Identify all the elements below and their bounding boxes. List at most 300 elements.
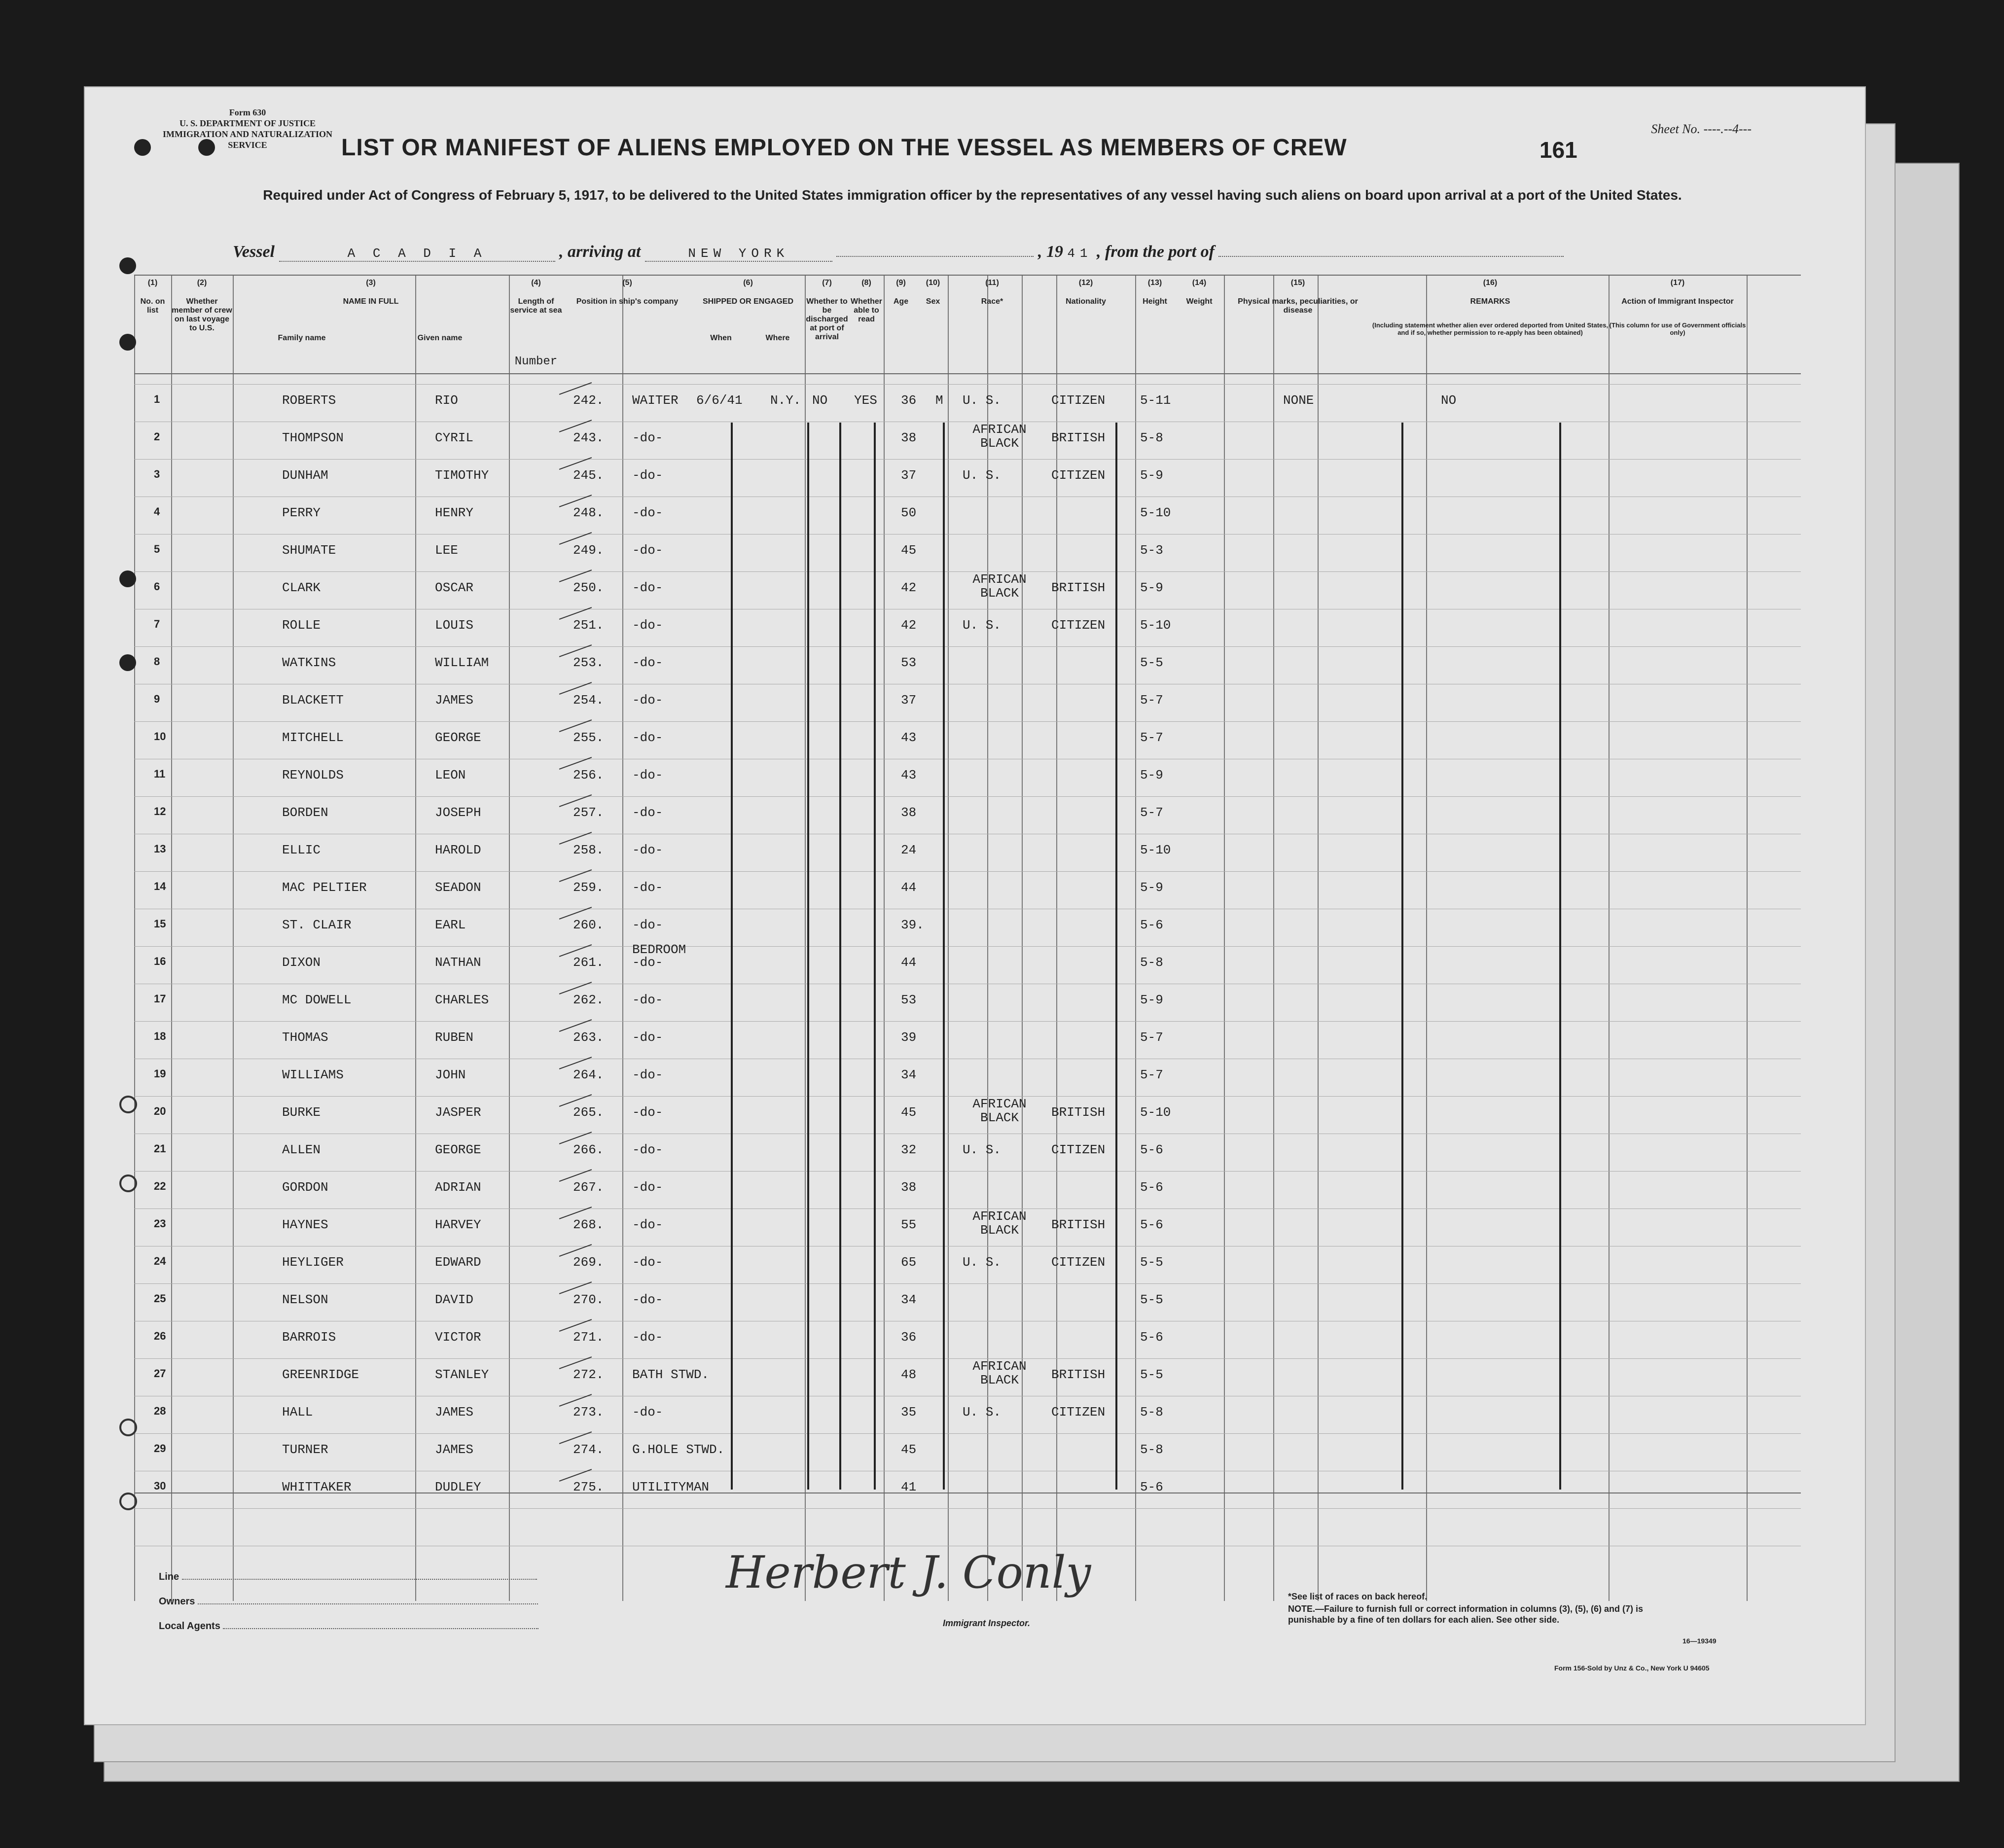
cell-no: 1	[154, 393, 160, 405]
cell-position: BEDROOM -do-	[632, 942, 686, 970]
owners-label: Owners	[159, 1596, 195, 1607]
cell-family: ALLEN	[282, 1142, 321, 1157]
cell-given: HAROLD	[435, 843, 481, 857]
cell-age: 53	[901, 993, 917, 1007]
punch-hole	[119, 654, 136, 671]
cell-age: 42	[901, 580, 917, 595]
cell-family: REYNOLDS	[282, 768, 344, 782]
cell-age: 36	[901, 393, 917, 408]
row-rule	[134, 1283, 1801, 1284]
column-rule	[1224, 275, 1225, 1601]
cell-given: VICTOR	[435, 1330, 481, 1345]
column-rule	[1273, 275, 1274, 1601]
cell-race: U. S.	[963, 1255, 1002, 1270]
cell-given: CHARLES	[435, 993, 489, 1007]
column-rule	[171, 275, 172, 1601]
cell-age: 38	[901, 430, 917, 445]
cell-position: -do-	[632, 1030, 663, 1045]
cell-family: DUNHAM	[282, 468, 328, 483]
header-c4	[509, 279, 563, 315]
cell-nationality: BRITISH	[1051, 1217, 1106, 1232]
vessel-label: Vessel	[233, 243, 275, 261]
sub-where: Where	[765, 334, 790, 342]
cell-family: DIXON	[282, 955, 321, 970]
header-c16-label: REMARKS	[1470, 297, 1510, 306]
column-rule	[1426, 275, 1427, 1601]
punch-hole	[119, 1419, 137, 1436]
form-code: 16—19349	[1682, 1637, 1717, 1645]
ditto-stroke	[1401, 423, 1403, 1490]
cell-age: 50	[901, 505, 917, 520]
cell-given: CYRIL	[435, 430, 474, 445]
cell-given: JOSEPH	[435, 805, 481, 820]
year-prefix: , 19	[1038, 243, 1063, 261]
cell-no: 15	[154, 918, 166, 930]
printer-line: Form 156-Sold by Unz & Co., New York U 94605	[1554, 1664, 1710, 1672]
cell-family: GREENRIDGE	[282, 1367, 359, 1382]
cell-position: -do-	[632, 430, 663, 445]
ditto-stroke	[874, 423, 876, 1490]
header-c16-number: (16)	[1483, 279, 1498, 287]
cell-number: 253.	[573, 655, 604, 670]
header-c8	[849, 279, 884, 324]
cell-age: 39.	[901, 918, 924, 932]
cell-height: 5-10	[1140, 618, 1171, 633]
cell-position: -do-	[632, 1217, 663, 1232]
cell-number: 251.	[573, 618, 604, 633]
cell-given: WILLIAM	[435, 655, 489, 670]
cell-given: SEADON	[435, 880, 481, 895]
cell-no: 14	[154, 880, 166, 892]
cell-position: -do-	[632, 618, 663, 633]
row-rule	[134, 721, 1801, 722]
cell-age: 38	[901, 1180, 917, 1195]
vessel-name: A C A D I A	[279, 246, 555, 262]
cell-number: 272.	[573, 1367, 604, 1382]
cell-height: 5-3	[1140, 543, 1163, 558]
department-label: U. S. DEPARTMENT OF JUSTICE	[179, 118, 316, 128]
cell-height: 5-6	[1140, 1480, 1163, 1494]
header-c8-label: Whether able to read	[851, 297, 882, 323]
cell-age: 48	[901, 1367, 917, 1382]
cell-family: BURKE	[282, 1105, 321, 1120]
punch-hole	[134, 139, 151, 156]
cell-number: 273.	[573, 1405, 604, 1420]
cell-position: -do-	[632, 655, 663, 670]
cell-number: 263.	[573, 1030, 604, 1045]
header-c14	[1175, 279, 1224, 306]
header-c14-number: (14)	[1192, 279, 1207, 287]
row-rule	[134, 1171, 1801, 1172]
punch-hole	[119, 1096, 137, 1113]
cell-position: -do-	[632, 1180, 663, 1195]
cell-no: 18	[154, 1030, 166, 1042]
column-rule	[622, 275, 623, 1601]
cell-number: 274.	[573, 1442, 604, 1457]
cell-discharged: NO	[812, 393, 828, 408]
cell-height: 5-6	[1140, 918, 1163, 932]
header-c5-label: Position in ship's company	[576, 297, 679, 306]
cell-family: GORDON	[282, 1180, 328, 1195]
column-rule	[1747, 275, 1748, 1601]
header-c11	[948, 279, 1037, 306]
page-number: 161	[1539, 137, 1577, 163]
cell-nationality: CITIZEN	[1051, 393, 1106, 408]
cell-age: 39	[901, 1030, 917, 1045]
cell-nationality: CITIZEN	[1051, 1405, 1106, 1420]
cell-height: 5-10	[1140, 1105, 1171, 1120]
cell-height: 5-8	[1140, 1442, 1163, 1457]
cell-race: AFRICAN BLACK	[972, 1359, 1027, 1387]
cell-number: 260.	[573, 918, 604, 932]
header-c2-number: (2)	[197, 279, 207, 287]
cell-number: 275.	[573, 1480, 604, 1494]
header-c9	[884, 279, 918, 306]
cell-family: CLARK	[282, 580, 321, 595]
header-c4-label: Length of service at sea	[510, 297, 562, 315]
row-rule	[134, 1433, 1801, 1434]
cell-height: 5-6	[1140, 1142, 1163, 1157]
cell-number: 268.	[573, 1217, 604, 1232]
cell-given: NATHAN	[435, 955, 481, 970]
cell-height: 5-9	[1140, 993, 1163, 1007]
cell-age: 45	[901, 1105, 917, 1120]
cell-age: 65	[901, 1255, 917, 1270]
cell-position: -do-	[632, 768, 663, 782]
cell-age: 43	[901, 768, 917, 782]
cell-height: 5-8	[1140, 430, 1163, 445]
sheet-number	[1651, 122, 1752, 137]
header-c16	[1372, 279, 1609, 306]
cell-position: -do-	[632, 1405, 663, 1420]
column-rule	[1022, 275, 1023, 1601]
cell-number: 270.	[573, 1292, 604, 1307]
cell-age: 43	[901, 730, 917, 745]
header-c10	[918, 279, 948, 306]
footer-line	[159, 1571, 537, 1583]
header-c3-label: NAME IN FULL	[343, 297, 399, 306]
cell-given: LOUIS	[435, 618, 474, 633]
header-c1	[134, 279, 171, 315]
cell-position: -do-	[632, 468, 663, 483]
cell-position: -do-	[632, 1067, 663, 1082]
cell-no: 16	[154, 955, 166, 967]
cell-position: WAITER	[632, 393, 679, 408]
cell-sex: M	[935, 393, 943, 408]
cell-given: DAVID	[435, 1292, 474, 1307]
cell-nationality: CITIZEN	[1051, 1255, 1106, 1270]
header-c13-label: Height	[1143, 297, 1167, 306]
header-c7-number: (7)	[822, 279, 832, 287]
cell-age: 44	[901, 955, 917, 970]
race-note: *See list of races on back hereof.	[1288, 1592, 1428, 1601]
cell-nationality: BRITISH	[1051, 1367, 1106, 1382]
cell-family: THOMPSON	[282, 430, 344, 445]
cell-age: 38	[901, 805, 917, 820]
cell-position: -do-	[632, 880, 663, 895]
row-rule	[134, 459, 1801, 460]
punch-hole	[119, 570, 136, 587]
sheet-no-value: ----.--4---	[1703, 122, 1752, 136]
cell-age: 24	[901, 843, 917, 857]
cell-race: U. S.	[963, 1405, 1002, 1420]
cell-family: BARROIS	[282, 1330, 336, 1345]
cell-position: -do-	[632, 993, 663, 1007]
sheet-no-label: Sheet No.	[1651, 122, 1701, 136]
column-rule	[134, 275, 135, 1601]
header-c11-label: Race*	[981, 297, 1003, 306]
cell-family: BORDEN	[282, 805, 328, 820]
fine-note: NOTE.—Failure to furnish full or correct information in columns (3), (5), (6) and (7) is punishable by a fine of ten dollars for each alien. See other side.	[1288, 1604, 1644, 1625]
cell-number: 242.	[573, 393, 604, 408]
cell-given: JASPER	[435, 1105, 481, 1120]
cell-given: LEE	[435, 543, 458, 558]
cell-no: 12	[154, 805, 166, 817]
row-rule	[134, 646, 1801, 647]
cell-nationality: CITIZEN	[1051, 1142, 1106, 1157]
cell-number: 264.	[573, 1067, 604, 1082]
cell-family: PERRY	[282, 505, 321, 520]
cell-no: 10	[154, 730, 166, 743]
header-c3-number: (3)	[366, 279, 376, 287]
cell-age: 45	[901, 1442, 917, 1457]
cell-number: 261.	[573, 955, 604, 970]
header-c2-label: Whether member of crew on last voyage to U.S.	[172, 297, 232, 332]
cell-position: -do-	[632, 580, 663, 595]
column-rule	[1609, 275, 1610, 1601]
cell-height: 5-7	[1140, 693, 1163, 708]
cell-age: 45	[901, 543, 917, 558]
cell-where: N.Y.	[770, 393, 801, 408]
cell-given: STANLEY	[435, 1367, 489, 1382]
cell-given: DUDLEY	[435, 1480, 481, 1494]
page-title: LIST OR MANIFEST OF ALIENS EMPLOYED ON THE VESSEL AS MEMBERS OF CREW	[341, 135, 1347, 161]
cell-no: 27	[154, 1367, 166, 1380]
column-rule	[805, 275, 806, 1601]
cell-height: 5-5	[1140, 1292, 1163, 1307]
cell-age: 41	[901, 1480, 917, 1494]
cell-height: 5-9	[1140, 580, 1163, 595]
footer-agents	[159, 1621, 538, 1632]
cell-family: MITCHELL	[282, 730, 344, 745]
cell-position: -do-	[632, 543, 663, 558]
cell-age: 34	[901, 1292, 917, 1307]
cell-height: 5-8	[1140, 955, 1163, 970]
cell-no: 7	[154, 618, 160, 630]
cell-position: -do-	[632, 1142, 663, 1157]
cell-given: HENRY	[435, 505, 474, 520]
cell-height: 5-5	[1140, 1255, 1163, 1270]
from-label: , from the port of	[1097, 243, 1215, 261]
line-label: Line	[159, 1571, 179, 1582]
manifest-sheet	[84, 86, 1866, 1725]
cell-number: 262.	[573, 993, 604, 1007]
ditto-stroke	[731, 423, 733, 1490]
header-c7	[805, 279, 849, 342]
cell-family: WHITTAKER	[282, 1480, 352, 1494]
ditto-stroke	[807, 423, 809, 1490]
column-rule	[233, 275, 234, 1601]
cell-family: SHUMATE	[282, 543, 336, 558]
punch-hole	[119, 1493, 137, 1510]
cell-race: U. S.	[963, 468, 1002, 483]
cell-given: ADRIAN	[435, 1180, 481, 1195]
cell-position: BATH STWD.	[632, 1367, 710, 1382]
header-c10-number: (10)	[926, 279, 940, 287]
cell-family: HALL	[282, 1405, 313, 1420]
cell-family: BLACKETT	[282, 693, 344, 708]
cell-height: 5-5	[1140, 655, 1163, 670]
header-c7-label: Whether to be discharged at port of arrival	[806, 297, 848, 341]
cell-number: 259.	[573, 880, 604, 895]
cell-age: 35	[901, 1405, 917, 1420]
vessel-line	[233, 243, 1564, 262]
row-rule	[134, 946, 1801, 947]
inspector-label: Immigrant Inspector.	[943, 1618, 1031, 1628]
column-rule	[884, 275, 885, 1601]
punch-hole	[198, 139, 215, 156]
cell-given: JAMES	[435, 693, 474, 708]
cell-number: 257.	[573, 805, 604, 820]
cell-no: 28	[154, 1405, 166, 1417]
cell-number: 254.	[573, 693, 604, 708]
cell-given: EDWARD	[435, 1255, 481, 1270]
column-rule	[415, 275, 416, 1601]
header-c17-label: Action of Immigrant Inspector	[1621, 297, 1734, 306]
row-rule	[134, 1358, 1801, 1359]
cell-family: ROBERTS	[282, 393, 336, 408]
header-c8-number: (8)	[861, 279, 871, 287]
service-label: IMMIGRATION AND NATURALIZATION SERVICE	[162, 129, 333, 150]
cell-given: GEORGE	[435, 1142, 481, 1157]
cell-age: 36	[901, 1330, 917, 1345]
row-rule	[134, 871, 1801, 872]
cell-given: RUBEN	[435, 1030, 474, 1045]
sub-number: Number	[514, 355, 558, 368]
cell-number: 249.	[573, 543, 604, 558]
cell-family: MC DOWELL	[282, 993, 352, 1007]
cell-family: HAYNES	[282, 1217, 328, 1232]
cell-age: 34	[901, 1067, 917, 1082]
cell-given: EARL	[435, 918, 466, 932]
cell-position: -do-	[632, 843, 663, 857]
cell-family: WILLIAMS	[282, 1067, 344, 1082]
cell-no: 20	[154, 1105, 166, 1117]
cell-no: 9	[154, 693, 160, 705]
cell-no: 3	[154, 468, 160, 480]
cell-number: 255.	[573, 730, 604, 745]
cell-position: -do-	[632, 505, 663, 520]
cell-height: 5-6	[1140, 1180, 1163, 1195]
header-c2	[171, 279, 233, 333]
subtitle: Required under Act of Congress of February 5, 1917, to be delivered to the United States immigration officer by the representatives of any vessel having such aliens on board upon arrival at a port of the United States.	[263, 187, 1682, 203]
cell-no: 24	[154, 1255, 166, 1267]
cell-number: 267.	[573, 1180, 604, 1195]
cell-race: U. S.	[963, 1142, 1002, 1157]
column-rule	[948, 275, 949, 1601]
cell-number: 245.	[573, 468, 604, 483]
ditto-stroke	[1559, 423, 1561, 1490]
cell-given: JOHN	[435, 1067, 466, 1082]
cell-age: 37	[901, 468, 917, 483]
cell-position: -do-	[632, 1255, 663, 1270]
header-c6	[691, 279, 805, 306]
cell-no: 6	[154, 580, 160, 593]
cell-marks: NONE	[1283, 393, 1314, 408]
cell-position: UTILITYMAN	[632, 1480, 710, 1494]
header-c17	[1609, 279, 1747, 306]
sub-remarks: (Including statement whether alien ever ordered deported from United States, and if so, whether permission to re-apply has been obtained)	[1372, 321, 1609, 336]
header-c14-label: Weight	[1186, 297, 1213, 306]
cell-race: AFRICAN BLACK	[972, 422, 1027, 451]
cell-no: 4	[154, 505, 160, 518]
row-rule	[134, 1508, 1801, 1509]
cell-height: 5-7	[1140, 1067, 1163, 1082]
cell-family: ROLLE	[282, 618, 321, 633]
row-rule	[134, 796, 1801, 797]
cell-nationality: BRITISH	[1051, 580, 1106, 595]
header-c13-number: (13)	[1147, 279, 1162, 287]
cell-height: 5-7	[1140, 805, 1163, 820]
row-rule	[134, 384, 1801, 385]
cell-height: 5-9	[1140, 880, 1163, 895]
cell-race: AFRICAN BLACK	[972, 572, 1027, 601]
cell-family: MAC PELTIER	[282, 880, 367, 895]
cell-number: 265.	[573, 1105, 604, 1120]
cell-number: 266.	[573, 1142, 604, 1157]
cell-given: OSCAR	[435, 580, 474, 595]
cell-no: 19	[154, 1067, 166, 1080]
cell-age: 42	[901, 618, 917, 633]
header-c5-number: (5)	[622, 279, 632, 287]
cell-given: LEON	[435, 768, 466, 782]
row-rule	[134, 1021, 1801, 1022]
cell-race: AFRICAN BLACK	[972, 1097, 1027, 1125]
cell-number: 258.	[573, 843, 604, 857]
cell-age: 37	[901, 693, 917, 708]
header-c12	[1037, 279, 1135, 306]
form-header	[149, 107, 346, 150]
cell-height: 5-10	[1140, 505, 1171, 520]
cell-no: 2	[154, 430, 160, 443]
header-c4-number: (4)	[531, 279, 541, 287]
cell-position: -do-	[632, 1292, 663, 1307]
cell-given: GEORGE	[435, 730, 481, 745]
cell-age: 55	[901, 1217, 917, 1232]
sub-given-name: Given name	[417, 334, 463, 342]
cell-remarks: NO	[1441, 393, 1457, 408]
cell-height: 5-9	[1140, 468, 1163, 483]
cell-height: 5-10	[1140, 843, 1171, 857]
cell-number: 269.	[573, 1255, 604, 1270]
cell-position: -do-	[632, 1105, 663, 1120]
cell-no: 13	[154, 843, 166, 855]
cell-read: YES	[854, 393, 877, 408]
row-rule	[134, 1096, 1801, 1097]
cell-family: NELSON	[282, 1292, 328, 1307]
header-c6-number: (6)	[743, 279, 753, 287]
header-c11-number: (11)	[985, 279, 999, 287]
header-c6-label: SHIPPED OR ENGAGED	[702, 297, 794, 306]
column-rule	[1318, 275, 1319, 1601]
header-c12-number: (12)	[1078, 279, 1093, 287]
cell-given: RIO	[435, 393, 458, 408]
cell-no: 26	[154, 1330, 166, 1342]
sub-action: (This column for use of Government officials only)	[1609, 321, 1746, 336]
cell-position: G.HOLE STWD.	[632, 1442, 725, 1457]
ditto-stroke	[943, 423, 945, 1490]
cell-height: 5-11	[1140, 393, 1171, 408]
